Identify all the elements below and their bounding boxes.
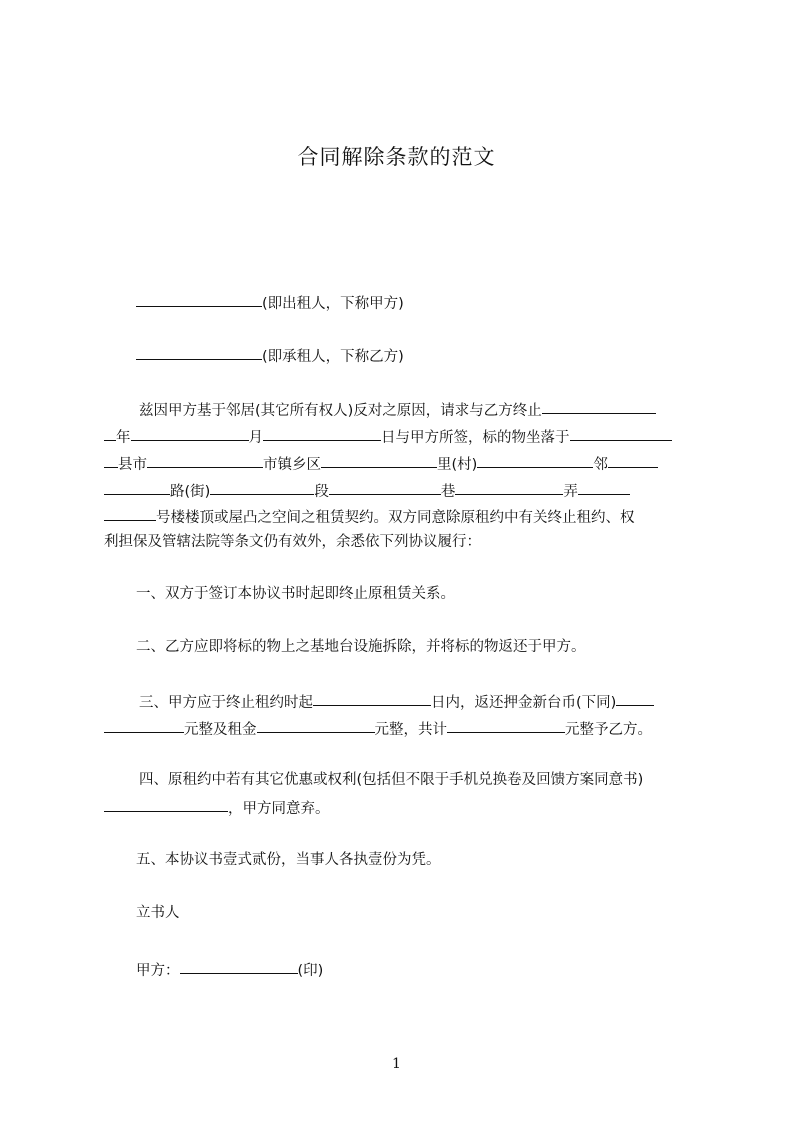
road-blank[interactable] [104,478,170,495]
seal-mark: (印) [297,963,324,979]
total-blank[interactable] [447,716,565,733]
refund-days-blank[interactable] [313,689,431,706]
lane-blank[interactable] [329,478,441,495]
lease-month-blank[interactable] [131,424,249,441]
paragraph-1-line-4 [104,479,630,502]
p1-county: 县市 [118,457,147,473]
clause-1: 一、双方于签订本协议书时起即终止原租赁关系。 [136,586,455,602]
neighbor-blank[interactable] [477,451,593,468]
clause-2: 二、乙方应即将标的物上之基地台设施拆除，并将标的物返还于甲方。 [136,639,586,655]
party-b-intro: (即承租人，下称乙方) [262,349,404,365]
paragraph-1-line-3 [104,452,658,475]
c3-b: 日内，返还押金新台币(下同) [431,695,617,711]
party-a-signature-blank[interactable] [180,957,298,974]
lease-day-blank[interactable] [263,424,381,441]
paragraph-1-line-1 [139,398,656,421]
party-a-intro: (即出租人，下称甲方) [262,296,404,312]
neighbor-tail-blank[interactable] [608,451,658,468]
deposit-blank-cont[interactable] [104,716,184,733]
c3-d: 元整，共计 [374,722,447,738]
p1-alley: 弄 [563,484,578,500]
lease-year-blank[interactable] [542,397,656,414]
party-b-name-blank[interactable] [136,343,262,360]
p1-section: 段 [314,484,329,500]
p1-year: 年 [116,430,131,446]
p1-village: 里(村) [437,457,478,473]
party-b-line [136,344,404,367]
p1-lane: 巷 [440,484,456,500]
page-number: 1 [392,1056,401,1072]
clause-4-line-2 [104,796,330,819]
p1-road: 路(街) [170,484,211,500]
p1-text: 兹因甲方基于邻居(其它所有权人)反对之原因，请求与乙方终止 [139,403,542,419]
number-blank[interactable] [104,504,156,521]
paragraph-1-line-5 [104,505,635,528]
document-title: 合同解除条款的范文 [297,145,496,169]
location-blank[interactable] [570,424,672,441]
p1-neighbor: 邻 [593,457,608,473]
party-a-name-blank[interactable] [136,290,262,307]
clause-4-line-1: 四、原租约中若有其它优惠或权利(包括但不限于手机兑换卷及回馈方案同意书) [139,772,644,788]
clause-5: 五、本协议书壹式贰份，当事人各执壹份为凭。 [136,852,441,868]
lease-year-blank-cont[interactable] [104,424,116,441]
clause-3-line-1 [139,690,654,713]
p1-day-sign: 日与甲方所签，标的物坐落于 [381,430,570,446]
county-blank[interactable] [104,451,118,468]
paragraph-1-line-2 [104,425,672,448]
section-blank[interactable] [210,478,314,495]
village-blank[interactable] [321,451,437,468]
signature-party-a [136,958,323,981]
c3-c: 元整及租金 [184,722,257,738]
c3-e: 元整予乙方。 [565,722,652,738]
deposit-blank[interactable] [616,689,654,706]
alley-tail-blank[interactable] [578,478,630,495]
c3-a: 三、甲方应于终止租约时起 [139,695,313,711]
clause-3-line-2 [104,717,652,740]
party-a-label: 甲方： [136,963,180,979]
signature-heading: 立书人 [136,905,180,921]
party-a-line [136,291,404,314]
alley-blank[interactable] [455,478,563,495]
waiver-blank[interactable] [104,795,228,812]
p1-month: 月 [248,430,263,446]
p1-last: 利担保及管辖法院等条文仍有效外，余悉依下列协议履行： [104,534,481,550]
paragraph-1-line-6 [104,532,481,552]
p1-town: 市镇乡区 [263,457,321,473]
town-blank[interactable] [147,451,263,468]
rent-blank[interactable] [257,716,375,733]
p1-roof: 号楼楼顶或屋凸之空间之租赁契约。双方同意除原租约中有关终止租约、权 [156,510,635,526]
c4-b: ，甲方同意弃。 [228,801,330,817]
